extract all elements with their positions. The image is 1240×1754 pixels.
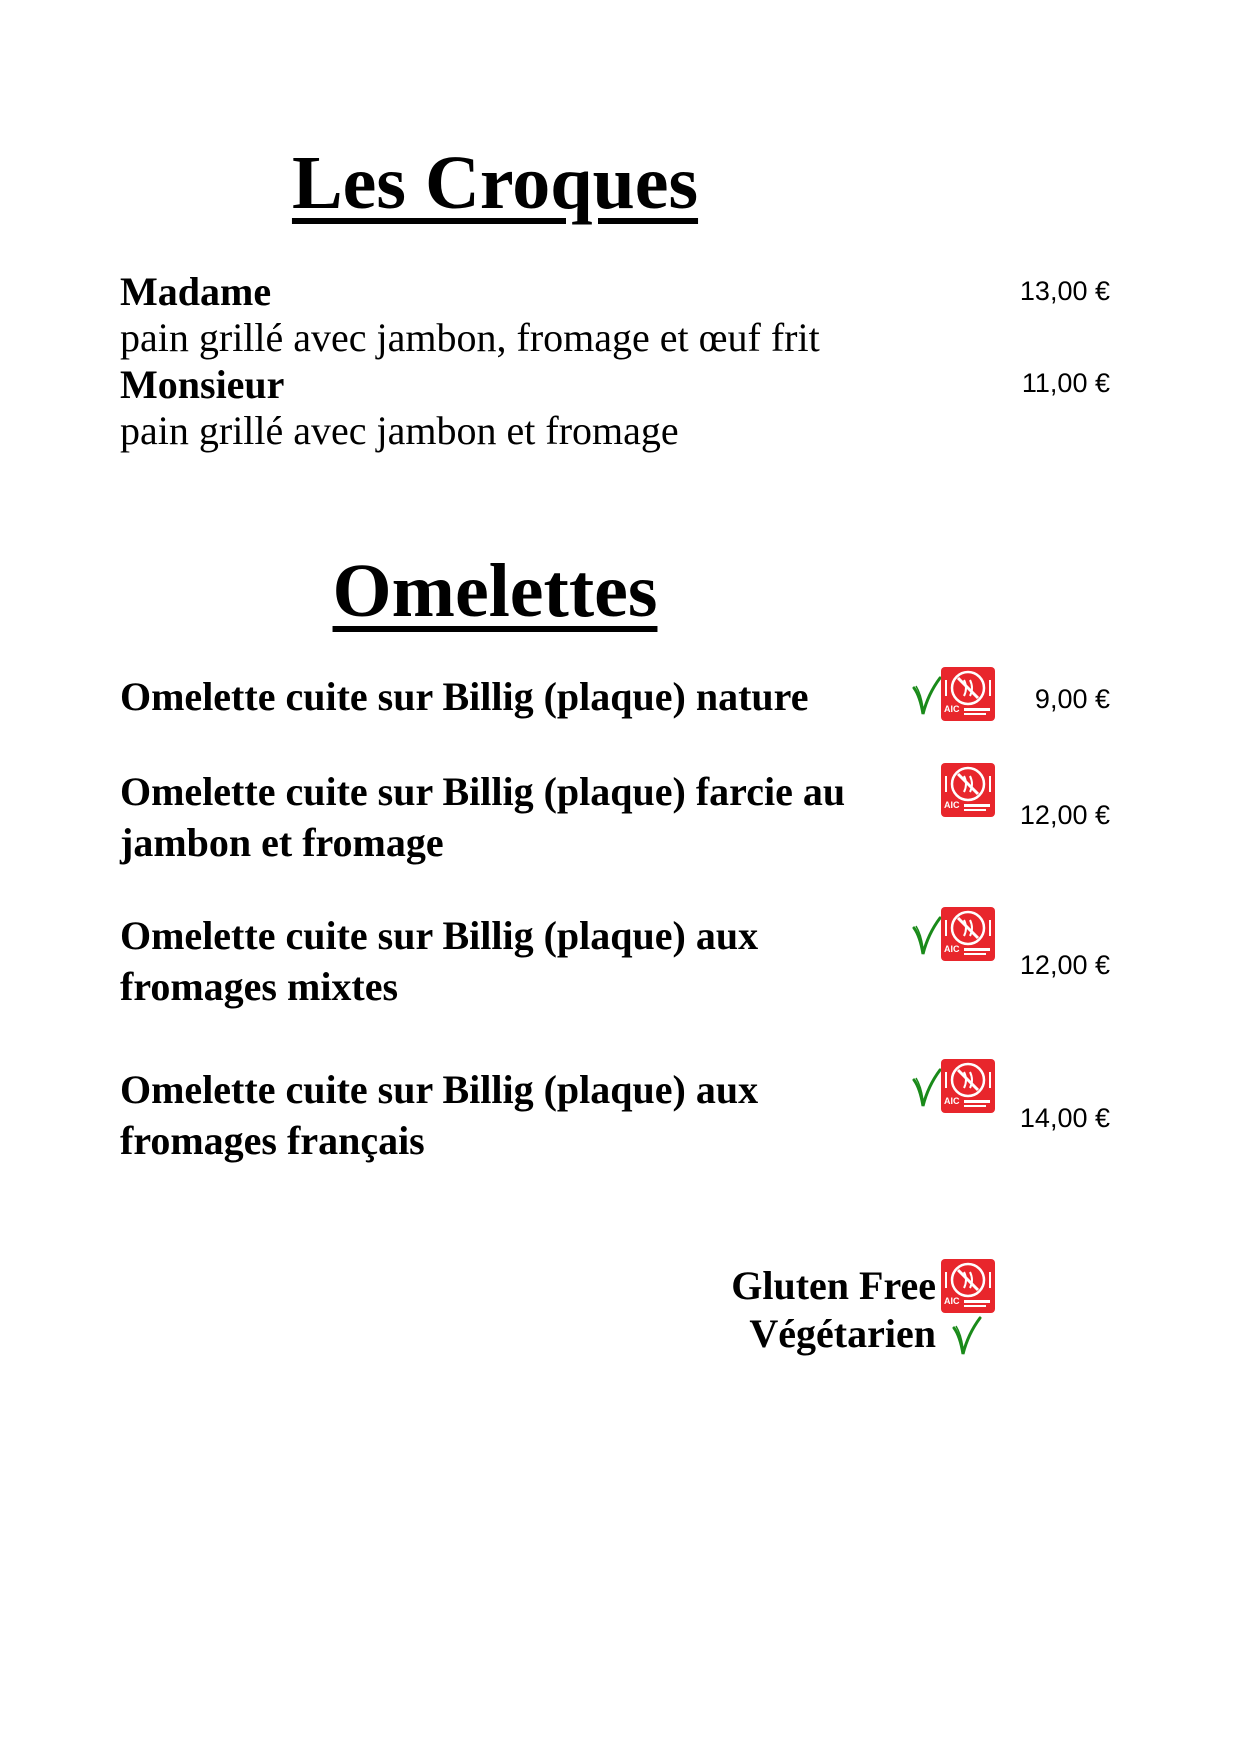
- croque-monsieur-description: pain grillé avec jambon et fromage: [120, 408, 679, 453]
- vegetarian-icon: [912, 1066, 942, 1110]
- gluten-free-badge-label: AIC: [944, 704, 960, 714]
- gluten-free-badge-label: AIC: [944, 800, 960, 810]
- croque-monsieur-name: Monsieur: [120, 362, 285, 407]
- omelette-fromages-mixtes-price: 12,00 €: [1019, 950, 1110, 980]
- croque-monsieur-price: 11,00 €: [1021, 368, 1110, 398]
- omelette-jambon-fromage-name: Omelette cuite sur Billig (plaque) farcie au jambon et fromage: [120, 769, 846, 865]
- omelette-nature-name: Omelette cuite sur Billig (plaque) nature: [120, 674, 809, 719]
- legend-gluten-free-label: Gluten Free: [731, 1263, 936, 1308]
- omelettes-title: Omelettes: [332, 549, 658, 633]
- omelette-fromages-francais-price: 14,00 €: [1019, 1103, 1110, 1133]
- croque-madame-name: Madame: [120, 269, 272, 314]
- omelette-fromages-francais-name: Omelette cuite sur Billig (plaque) aux fromages français: [120, 1067, 759, 1163]
- croques-title: Les Croques: [291, 141, 699, 225]
- vegetarian-icon: [912, 674, 942, 718]
- croque-madame-price: 13,00 €: [1019, 276, 1110, 306]
- gluten-free-badge-label: AIC: [944, 1296, 960, 1306]
- omelette-nature-price: 9,00 €: [1034, 684, 1110, 714]
- omelette-fromages-mixtes-name: Omelette cuite sur Billig (plaque) aux fromages mixtes: [120, 913, 759, 1009]
- vegetarian-icon: [912, 914, 942, 958]
- vegetarian-icon: [952, 1314, 982, 1358]
- gluten-free-badge-label: AIC: [944, 1096, 960, 1106]
- croque-madame-description: pain grillé avec jambon, fromage et œuf frit: [120, 315, 820, 360]
- legend-vegetarian-label: Végétarien: [749, 1311, 936, 1356]
- gluten-free-badge-label: AIC: [944, 944, 960, 954]
- omelette-jambon-fromage-price: 12,00 €: [1019, 800, 1110, 830]
